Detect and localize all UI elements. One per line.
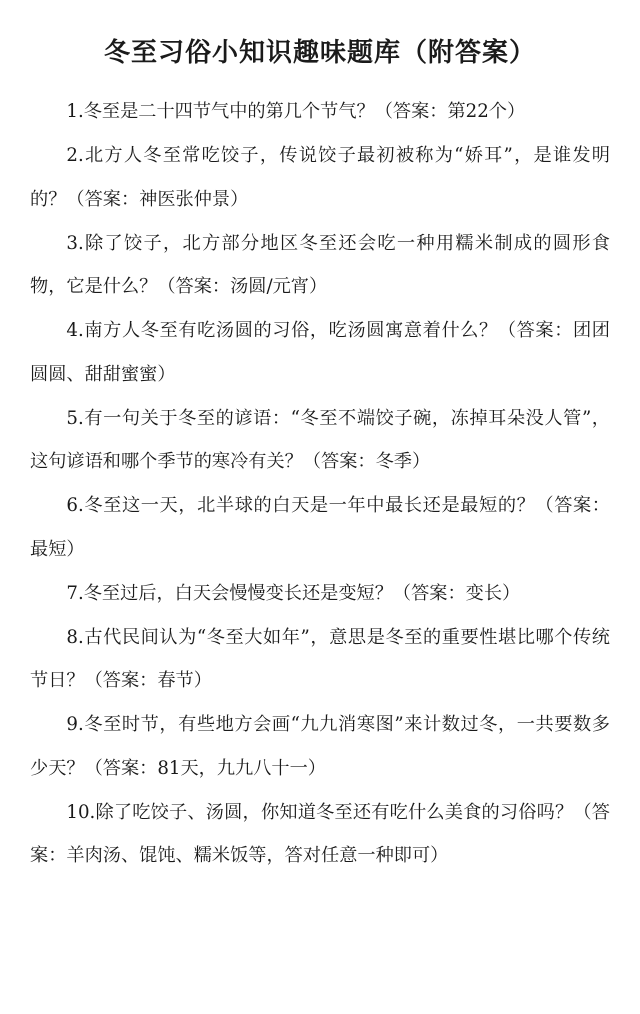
question-item: 6.冬至这一天，北半球的白天是一年中最长还是最短的？（答案：最短）: [30, 495, 610, 560]
question-item: 2.北方人冬至常吃饺子，传说饺子最初被称为“娇耳”，是谁发明的？（答案：神医张仲景）: [30, 145, 610, 210]
question-item: 9.冬至时节，有些地方会画“九九消寒图”来计数过冬，一共要数多少天？（答案：81天，九九八十一）: [30, 714, 610, 779]
question-item: 1.冬至是二十四节气中的第几个节气？（答案：第22个）: [66, 101, 526, 122]
question-item: 4.南方人冬至有吃汤圆的习俗，吃汤圆寓意着什么？（答案：团团圆圆、甜甜蜜蜜）: [30, 320, 610, 385]
page-title: 冬至习俗小知识趣味题库（附答案）: [103, 38, 536, 68]
question-item: 7.冬至过后，白天会慢慢变长还是变短？（答案：变长）: [66, 582, 521, 604]
question-list: [30, 90, 610, 878]
question-item: 3.除了饺子，北方部分地区冬至还会吃一种用糯米制成的圆形食物，它是什么？（答案：汤圆/元宵）: [30, 232, 610, 297]
question-item: 5.有一句关于冬至的谚语：“冬至不端饺子碗，冻掉耳朵没人管”，这句谚语和哪个季节的寒冷有关？（答案：冬季）: [30, 407, 610, 472]
question-item: 10.除了吃饺子、汤圆，你知道冬至还有吃什么美食的习俗吗？（答案：羊肉汤、馄饨、糯米饭等，答对任意一种即可）: [30, 801, 610, 866]
question-item: 8.古代民间认为“冬至大如年”，意思是冬至的重要性堪比哪个传统节日？（答案：春节）: [30, 626, 610, 691]
